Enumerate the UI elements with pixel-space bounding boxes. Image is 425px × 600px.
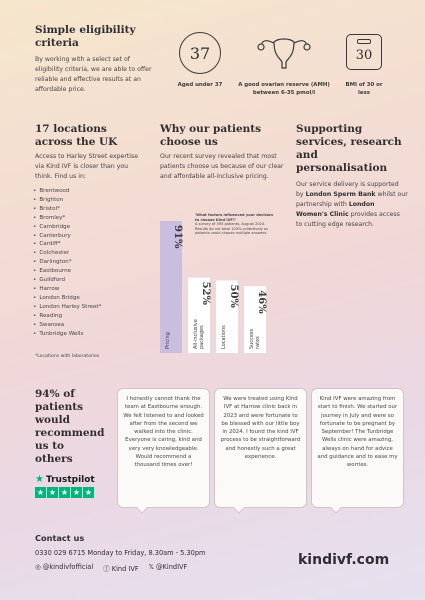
chart-category-label: rates <box>255 336 261 349</box>
criteria-amh <box>236 32 332 96</box>
star-icon: ★ <box>60 488 69 497</box>
partner-london-sperm-bank: London Sperm Bank <box>305 191 376 198</box>
locations-footnote: *Locations with laboratories <box>35 354 100 359</box>
testimonial-card <box>311 388 404 508</box>
chart-category-label: Success <box>249 328 255 349</box>
location-item: • Bristol* <box>33 205 143 214</box>
x-icon: 𝕏 <box>148 563 154 571</box>
eligibility-title: Simple eligibility criteria <box>35 24 136 49</box>
instagram-icon: ◎ <box>35 563 41 571</box>
instagram-handle: @kindivfofficial <box>42 563 94 571</box>
partner-london-womens-clinic: London Women's Clinic <box>296 201 375 218</box>
recommend-title: 94% of patients would recommend us to others <box>35 388 105 465</box>
instagram-link[interactable] <box>35 563 93 573</box>
testimonial-card <box>214 388 307 508</box>
location-item: • Bromley* <box>33 214 143 223</box>
location-item: • Reading <box>33 312 143 321</box>
website-link[interactable]: kindivf.com <box>298 552 390 568</box>
trustpilot-label: Trustpilot <box>45 474 95 485</box>
contact-title: Contact us <box>35 533 85 543</box>
chart-category-label: Locations <box>221 325 227 349</box>
chart-value-label: 52% <box>200 281 211 306</box>
scale-icon <box>346 34 382 70</box>
location-item: • Eastbourne <box>33 267 143 276</box>
location-item: • Cardiff* <box>33 240 143 249</box>
chart-category-label: Pricing <box>165 332 171 349</box>
chart-value-label: 50% <box>228 284 239 308</box>
supporting-title: Supporting services, research and personalisation <box>296 123 402 174</box>
testimonial-text: We were treated using Kind IVF at Harrow clinic back in 2023 and were fortunate to be blessed with our little boy in 2024. I found the kind IVF process to be straightforward and honestly such a great experience. <box>220 396 301 461</box>
social-links <box>35 563 187 573</box>
facebook-handle: Kind IVF <box>111 565 139 573</box>
x-handle: @KindIVF <box>155 563 188 571</box>
location-item: • Cambridge <box>33 223 143 232</box>
locations-intro: Access to Harley Street expertise via Kind IVF is closer than you think. Find us in: <box>35 153 139 180</box>
trustpilot-stars <box>35 487 95 498</box>
criteria-bmi-caption: BMI of 30 or less <box>345 82 383 96</box>
criteria-age <box>172 32 228 88</box>
location-item: • London Bridge <box>33 294 143 303</box>
facebook-link[interactable] <box>103 563 138 573</box>
eligibility-body: By working with a select set of eligibility criteria, we are able to offer reliable and effective results at an affordable price. <box>35 56 152 93</box>
supporting-body <box>296 180 408 230</box>
location-item: • Harrow <box>33 285 143 294</box>
trustpilot-star-icon: ★ <box>35 474 44 485</box>
uterus-icon <box>256 32 312 70</box>
supporting-text: provides access to cutting edge research. <box>296 211 400 228</box>
speech-tail <box>136 502 147 513</box>
facebook-icon: ⓕ <box>103 565 110 573</box>
bmi-value: 30 <box>355 48 373 63</box>
locations-title: 17 locations across the UK <box>35 123 118 148</box>
criteria-age-caption: Aged under 37 <box>177 82 223 88</box>
locations-list <box>33 187 143 338</box>
x-link[interactable] <box>149 563 188 573</box>
trustpilot-badge[interactable] <box>35 474 95 498</box>
testimonial-card <box>117 388 210 508</box>
testimonial-text: I honestly cannot thank the team at Eastbourne enough. We felt listened to and looked after from the second we walked into the clinic. Everyone is caring, kind and very very knowledgeable. Would recommend a thousand times over! <box>123 396 204 469</box>
chart-value-label: 46% <box>256 290 267 314</box>
location-item: • Canterbury <box>33 232 143 241</box>
star-icon: ★ <box>36 488 45 497</box>
supporting-text: whilst our partnership with <box>296 191 408 208</box>
testimonial-text: Kind IVF were amazing from start to finish. We started our journey in July and were so fortunate to be pregnant by September! The Tunbridge Wells clinic were amazing, always on hand for advice and guidance and to ease my worries. <box>317 396 398 469</box>
survey-note-body: A survey of 393 patients, August 2024. Results do not total 100% collectively as patients could choose multiple answers. <box>195 222 268 236</box>
location-item: • Swansea <box>33 321 143 330</box>
age-circle-icon: 37 <box>179 32 221 74</box>
location-item: • Guildford <box>33 276 143 285</box>
chart-category-label: All-inclusive <box>193 319 199 349</box>
criteria-amh-caption: A good ovarian reserve (AMH) between 6-35 pmol/l <box>238 82 330 96</box>
star-icon: ★ <box>48 488 57 497</box>
why-title: Why our patients choose us <box>160 123 262 148</box>
chart-value-label: 91% <box>172 225 183 249</box>
speech-tail <box>330 502 341 513</box>
survey-note <box>195 213 275 236</box>
location-item: • Darlington* <box>33 258 143 267</box>
location-item: • Brighton <box>33 196 143 205</box>
star-icon: ★ <box>84 488 93 497</box>
speech-tail <box>233 502 244 513</box>
star-icon: ★ <box>72 488 81 497</box>
contact-phone-hours[interactable]: 0330 029 6715 Monday to Friday, 8.30am - 5.30pm <box>35 549 206 557</box>
survey-note-title: 'What factors influenced your decision to choose Kind IVF?' <box>195 213 274 222</box>
chart-category-label: packages <box>199 325 205 349</box>
location-item: • London Harley Street* <box>33 303 143 312</box>
location-item: • Colchester <box>33 249 143 258</box>
criteria-bmi <box>339 32 389 96</box>
supporting-text: Our service delivery is supported by <box>296 181 399 198</box>
location-item: • Brentwood <box>33 187 143 196</box>
location-item: • Tunbridge Wells <box>33 330 143 339</box>
why-body: Our recent survey revealed that most patients choose us because of our clear and affordable all-inclusive pricing. <box>160 153 284 180</box>
